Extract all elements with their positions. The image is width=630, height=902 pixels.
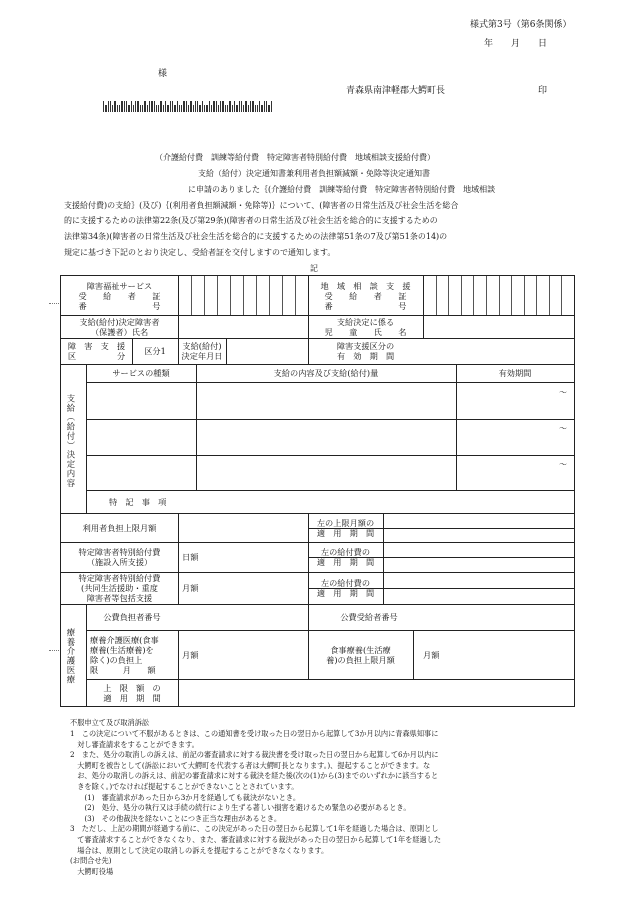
public-recipient-number-label: 公費受給者番号 bbox=[340, 612, 398, 622]
notes-line: (お問合せ先) bbox=[70, 856, 112, 866]
notes-line: て審査請求することができなくなり、また、審査請求に対する裁決があった日の翌日から起算して1年を経過した bbox=[70, 834, 442, 844]
notes-line: 大鰐町を被告として(訴訟において大鰐町を代表する者は大鰐町長となります。)、提起することができます。な bbox=[70, 760, 431, 770]
special-benefit-group-label: 特定障害者特別給付費 (共同生活援助・重度 障害者等包括支援 bbox=[78, 573, 161, 603]
body-line-1: に申請のありました｛(介護給付費 訓練等給付費 特定障害者特別給付費 地域相談 bbox=[188, 185, 496, 194]
monthly-amount-label: 月額 bbox=[182, 583, 199, 593]
notes-line: 大鰐町役場 bbox=[70, 866, 114, 876]
medical-care-vertical-label: 療養介護医療 bbox=[66, 628, 76, 685]
notes-heading: 不服申立て及び取消訴訟 bbox=[70, 718, 150, 727]
monthly-amount-label-3: 月額 bbox=[423, 649, 440, 660]
medical-care-cap-label: 療養介護医療(食事 療養(生活療養)を 除く)の負担上 限 月 額 bbox=[90, 634, 159, 675]
meal-care-cap-label: 食事療養(生活療 養)の負担上限月額 bbox=[326, 644, 395, 665]
date-line: 年 月 日 bbox=[484, 39, 548, 49]
notes-line: 1 この決定について不服があるときは、この通知書を受け取った日の翌日から起算して3か月以内に青森県知事に bbox=[70, 729, 439, 738]
title-line-2: 支給（給付）決定通知書兼利用者負担額減額・免除等決定通知書 bbox=[198, 169, 430, 178]
decision-date-label: 支給(給付) 決定年月日 bbox=[181, 341, 223, 361]
user-burden-cap-label: 利用者負担上限月額 bbox=[82, 522, 157, 533]
col-valid-period: 有効期間 bbox=[498, 368, 532, 378]
child-name-label: 支給決定に係る 児 童 氏 名 bbox=[324, 316, 407, 337]
body-line-4: 法律第34条)(障害者の日常生活及び社会生活を総合的に支援するための法律第51条の7及び第51条の14)の bbox=[64, 232, 448, 241]
ki-label: 記 bbox=[310, 264, 318, 273]
seal-mark: 印 bbox=[538, 86, 548, 96]
welfare-certificate-label: 障害福祉サービス 受 給 者 証 番 号 bbox=[78, 280, 161, 311]
col-support-content: 支給の内容及び支給(給付)量 bbox=[273, 368, 379, 378]
period-tilde: ～ bbox=[559, 460, 567, 469]
daily-amount-label: 日額 bbox=[182, 552, 199, 562]
public-payer-number-label: 公費負担者番号 bbox=[103, 612, 161, 622]
notes-line: (1) 審査請求があった日から3か月を経過しても裁決がないとき。 bbox=[70, 792, 301, 802]
decision-form-table bbox=[60, 275, 575, 707]
special-benefit-facility-label: 特定障害者特別給付費 （施設入所支援） bbox=[78, 547, 161, 567]
body-line-2: 支援給付費)の支給｝(及び)｛(利用者負担額減額・免除等)｝について、(障害者の日常生活及び社会生活を総合 bbox=[64, 201, 459, 210]
col-service-type: サービスの種類 bbox=[112, 368, 170, 378]
cap-application-period-label: 上 限 額 の 適 用 期 間 bbox=[103, 682, 161, 703]
notes-line: 対し審査請求をすることができます。 bbox=[70, 739, 199, 749]
postal-barcode bbox=[103, 101, 305, 112]
form-number: 様式第3号（第6条関係） bbox=[470, 20, 572, 30]
margin-mark bbox=[49, 303, 59, 304]
notes-line: きを除く。)でなければ提起することができないこととされています。 bbox=[70, 781, 299, 791]
consultation-certificate-label: 地 域 相 談 支 援 受 給 者 証 番 号 bbox=[320, 280, 411, 311]
notes-line: お、処分の取消しの訴えは、前記の審査請求に対する裁決を経た後(次の(1)から(3)までのいずれかに該当すると bbox=[70, 771, 439, 781]
notes-line: (2) 処分、処分の執行又は手続の続行により生ずる著しい損害を避けるため緊急の必要があるとき。 bbox=[70, 803, 411, 813]
addressee-suffix: 様 bbox=[158, 69, 168, 79]
body-line-3: 的に支援するための法律第22条(及び第29条)(障害者の日常生活及び社会生活を総合的に支援するための bbox=[64, 216, 438, 225]
decision-content-vertical-label: 支給（給付）決定内容 bbox=[66, 393, 76, 488]
support-category-value: 区分1 bbox=[144, 346, 166, 356]
category-period-label: 障害支援区分の 有 効 期 間 bbox=[336, 341, 395, 361]
notes-line: (3) その他裁決を経ないことにつき正当な理由があるとき。 bbox=[70, 813, 282, 823]
title-line-1: （介護給付費 訓練等給付費 特定障害者特別給付費 地域相談支援給付費） bbox=[155, 153, 435, 162]
benefit-period-label-1: 左の給付費の 適 用 期 間 bbox=[316, 547, 375, 567]
period-tilde: ～ bbox=[559, 424, 567, 433]
notes-list bbox=[70, 729, 441, 877]
body-line-5: 規定に基づき下記のとおり決定し、受給者証を交付しますので通知します。 bbox=[64, 248, 336, 257]
notes-line: 場合は、原則として決定の取消しの訴えを提起することができなくなります。 bbox=[70, 845, 329, 855]
notes-line: 3 ただし、上記の期間が経過する前に、この決定があった日の翌日から起算して1年を経過した場合は、原則とし bbox=[70, 824, 439, 834]
benefit-period-label-2: 左の給付費の 適 用 期 間 bbox=[316, 578, 375, 598]
issuer-name: 青森県南津軽郡大鰐町長 bbox=[346, 86, 446, 96]
recipient-name-label: 支給(給付)決定障害者 （保護者）氏名 bbox=[79, 316, 160, 337]
cap-period-label: 左の上限月額の 適 用 期 間 bbox=[316, 517, 375, 538]
notes-line: 2 また、処分の取消しの訴えは、前記の審査請求に対する裁決書を受け取った日の翌日から起算して6か月以内に bbox=[70, 750, 439, 760]
monthly-amount-label-2: 月額 bbox=[182, 649, 199, 660]
period-tilde: ～ bbox=[559, 388, 567, 397]
margin-mark bbox=[49, 650, 59, 651]
support-category-label: 障 害 支 援 区 分 bbox=[67, 341, 126, 361]
special-notes-label: 特 記 事 項 bbox=[109, 496, 167, 507]
